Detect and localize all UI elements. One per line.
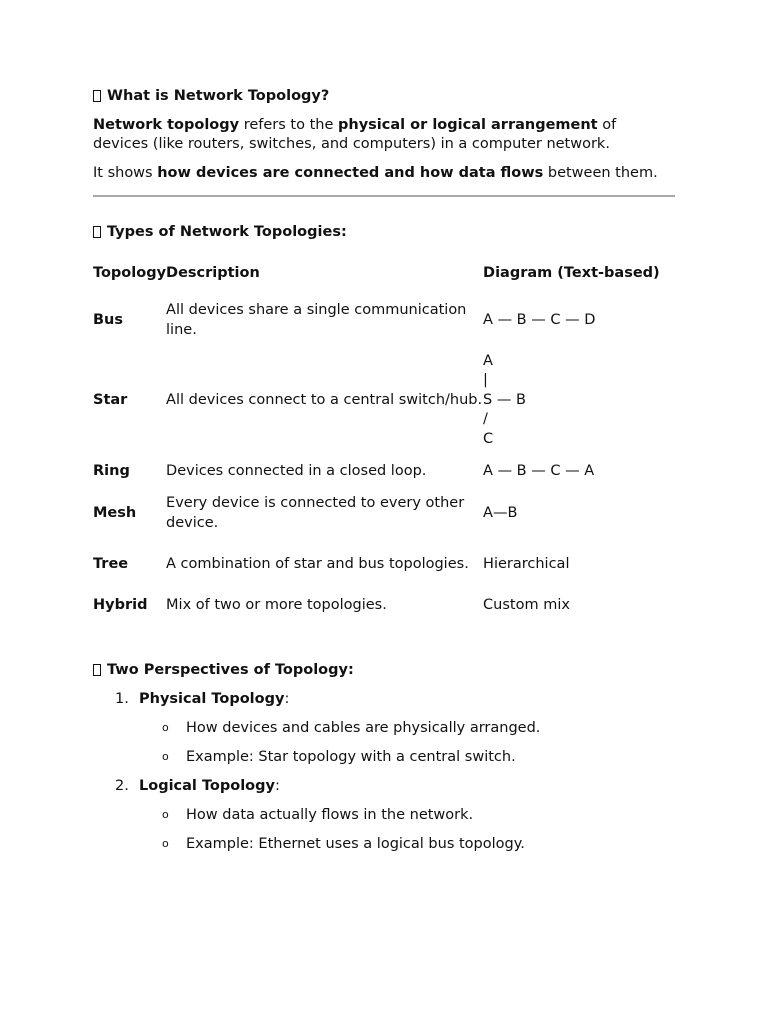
sub-list <box>139 805 675 854</box>
text-run: between them. <box>543 165 658 181</box>
topology-name: Mesh <box>93 504 137 521</box>
topology-description: All devices connect to a central switch/hub. <box>166 391 483 408</box>
list-number: 2. <box>115 778 129 794</box>
table-row <box>93 488 675 539</box>
table-header-row <box>93 252 675 295</box>
topology-diagram: A — B — C — D <box>483 311 596 328</box>
purpose-paragraph <box>93 164 675 183</box>
section-title: Two Perspectives of Topology: <box>107 662 354 678</box>
topology-name: Tree <box>93 555 129 572</box>
text-run: refers to the <box>239 117 339 133</box>
topology-name: Bus <box>93 311 124 328</box>
bullet-marker: o <box>162 837 169 850</box>
topology-diagram: A — B — C — A <box>483 462 595 479</box>
perspectives-list <box>93 689 675 854</box>
list-item-label: Physical Topology <box>139 691 285 707</box>
bold-term: physical or logical arrangement <box>338 117 598 133</box>
sub-list-item <box>93 805 675 825</box>
diagram-line: S — B <box>483 391 526 408</box>
list-item-suffix: : <box>274 778 280 794</box>
topology-diagram <box>483 346 675 455</box>
section-heading-types <box>93 222 675 242</box>
list-number: 1. <box>115 691 129 707</box>
header-diagram: Diagram (Text-based) <box>483 264 660 281</box>
topology-description: Every device is connected to every other device. <box>166 495 465 531</box>
topology-table <box>93 252 675 621</box>
list-item <box>93 689 675 767</box>
text-run: of devices (like routers, switches, and computers) in a computer network. <box>93 117 617 152</box>
table-row <box>93 455 675 488</box>
table-row <box>93 539 675 590</box>
topology-diagram: A—B <box>483 504 518 521</box>
list-item-label: Logical Topology <box>139 778 275 794</box>
bullet-marker: o <box>162 750 169 763</box>
topology-diagram: Custom mix <box>483 596 570 613</box>
bullet-marker: o <box>162 721 169 734</box>
header-topology: Topology <box>93 264 167 281</box>
topology-name: Ring <box>93 462 130 479</box>
document-page <box>93 86 675 863</box>
section-title: Types of Network Topologies: <box>107 224 347 240</box>
text-run: It shows <box>93 165 158 181</box>
diagram-line: / <box>483 411 488 428</box>
topology-description: A combination of star and bus topologies. <box>166 555 469 572</box>
topology-name: Star <box>93 391 128 408</box>
section-heading-what-is <box>93 86 675 106</box>
topology-description: Devices connected in a closed loop. <box>166 462 427 479</box>
topology-name: Hybrid <box>93 596 148 613</box>
list-item <box>93 776 675 854</box>
table-row <box>93 590 675 621</box>
definition-paragraph <box>93 116 675 154</box>
diagram-line: A <box>483 352 493 369</box>
bold-term: how devices are connected and how data flows <box>157 165 544 181</box>
sub-item-text: Example: Ethernet uses a logical bus topology. <box>186 836 525 852</box>
sub-list <box>139 718 675 767</box>
sub-item-text: How devices and cables are physically arranged. <box>186 720 541 736</box>
box-glyph-icon <box>93 90 101 102</box>
box-glyph-icon <box>93 226 101 238</box>
section-heading-perspectives <box>93 660 675 680</box>
box-glyph-icon <box>93 664 101 676</box>
list-item-suffix: : <box>284 691 290 707</box>
table-row <box>93 346 675 455</box>
header-description: Description <box>166 264 260 281</box>
diagram-line: | <box>483 372 488 389</box>
bullet-marker: o <box>162 808 169 821</box>
topology-description: All devices share a single communication line. <box>166 302 467 338</box>
bold-term: Network topology <box>93 117 240 133</box>
sub-item-text: Example: Star topology with a central switch. <box>186 749 516 765</box>
section-title: What is Network Topology? <box>107 88 330 104</box>
sub-list-item <box>93 718 675 738</box>
sub-list-item <box>93 747 675 767</box>
topology-description: Mix of two or more topologies. <box>166 596 387 613</box>
topology-diagram: Hierarchical <box>483 555 570 572</box>
diagram-line: C <box>483 430 494 447</box>
horizontal-divider <box>93 195 675 197</box>
table-row <box>93 295 675 346</box>
sub-list-item <box>93 834 675 854</box>
sub-item-text: How data actually flows in the network. <box>186 807 474 823</box>
